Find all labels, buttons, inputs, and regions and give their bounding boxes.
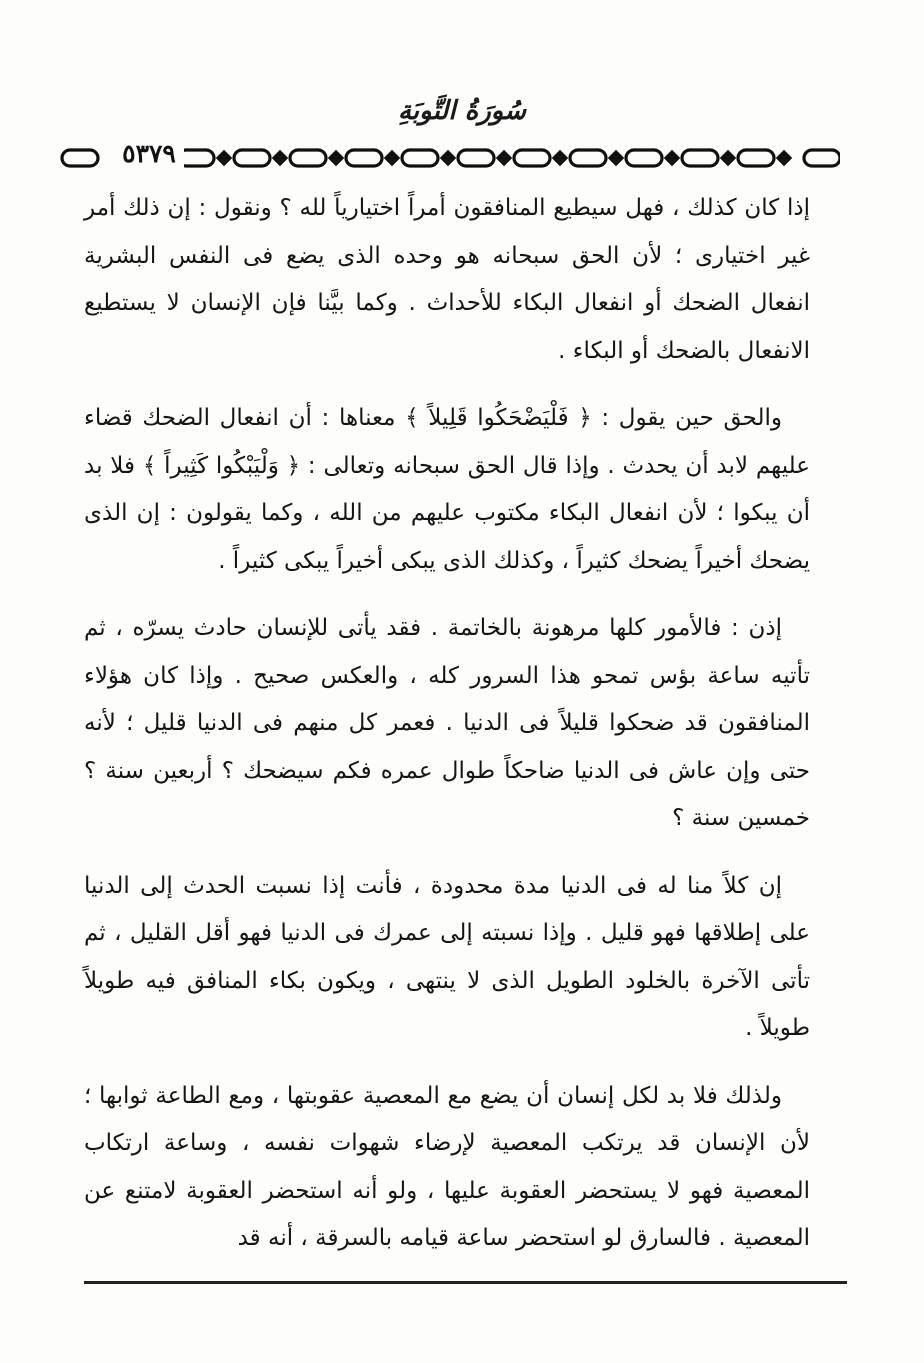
paragraph: والحق حين يقول : ﴿ فَلْيَضْحَكُوا قَلِيلاً ﴾ معناها : أن انفعال الضحك قضاء عليهم لابد أن يحدث . وإذا قال الحق سبحانه وتعالى : ﴿ وَلْيَبْكُوا كَثِيراً ﴾ فلا بد أن يبكوا ؛ لأن انفعال البكاء مكتوب عليهم من الله ، وكما يقولون : إن الذى يضحك أخيراً يضحك كثيراً ، وكذلك الذى يبكى أخيراً يبكى كثيراً . [84, 405, 810, 574]
paragraph: إن كلاً منا له فى الدنيا مدة محدودة ، فأنت إذا نسبت الحدث إلى الدنيا على إطلاقها فهو قليل . وإذا نسبته إلى عمرك فى الدنيا فهو أقل القليل ، ثم تأتى الآخرة بالخلود الطويل الذى لا ينتهى ، ويكون بكاء المنافق فيه طويلاً طويلاً . [84, 872, 810, 1041]
paragraph: إذا كان كذلك ، فهل سيطيع المنافقون أمراً اختيارياً لله ؟ ونقول : إن ذلك أمر غير اختيارى ؛ لأن الحق سبحانه هو وحده الذى يضع فى النفس البشرية انفعال الضحك أو انفعال البكاء للأحداث . وكما بيَّنا فإن الإنسان لا يستطيع الانفعال بالضحك أو البكاء . [84, 195, 810, 364]
paragraph: إذن : فالأمور كلها مرهونة بالخاتمة . فقد يأتى للإنسان حادث يسرّه ، ثم تأتيه ساعة بؤس تمحو هذا السرور كله ، والعكس صحيح . وإذا كان هؤلاء المنافقون قد ضحكوا قليلاً فى الدنيا . فعمر كل منهم فى الدنيا قليل ؛ لأنه حتى وإن عاش فى الدنيا ضاحكاً طوال عمره فكم سيضحك ؟ أربعين سنة ؟ خمسين سنة ؟ [84, 615, 810, 831]
surah-title: سُورَةُ التَّوبَةِ [397, 96, 527, 126]
paragraph: ولذلك فلا بد لكل إنسان أن يضع مع المعصية عقوبتها ، ومع الطاعة ثوابها ؛ لأن الإنسان قد يرتكب المعصية لإرضاء شهوات نفسه ، وساعة ارتكاب المعصية فهو لا يستحضر العقوبة عليها ، ولو أنه استحضر العقوبة لامتنع عن المعصية . فالسارق لو استحضر ساعة قيامه بالسرقة ، أنه قد [84, 1082, 810, 1251]
main-text [84, 185, 810, 1263]
footer-rule [84, 1281, 847, 1284]
page-number: ٥٣٧٩ [114, 139, 184, 168]
